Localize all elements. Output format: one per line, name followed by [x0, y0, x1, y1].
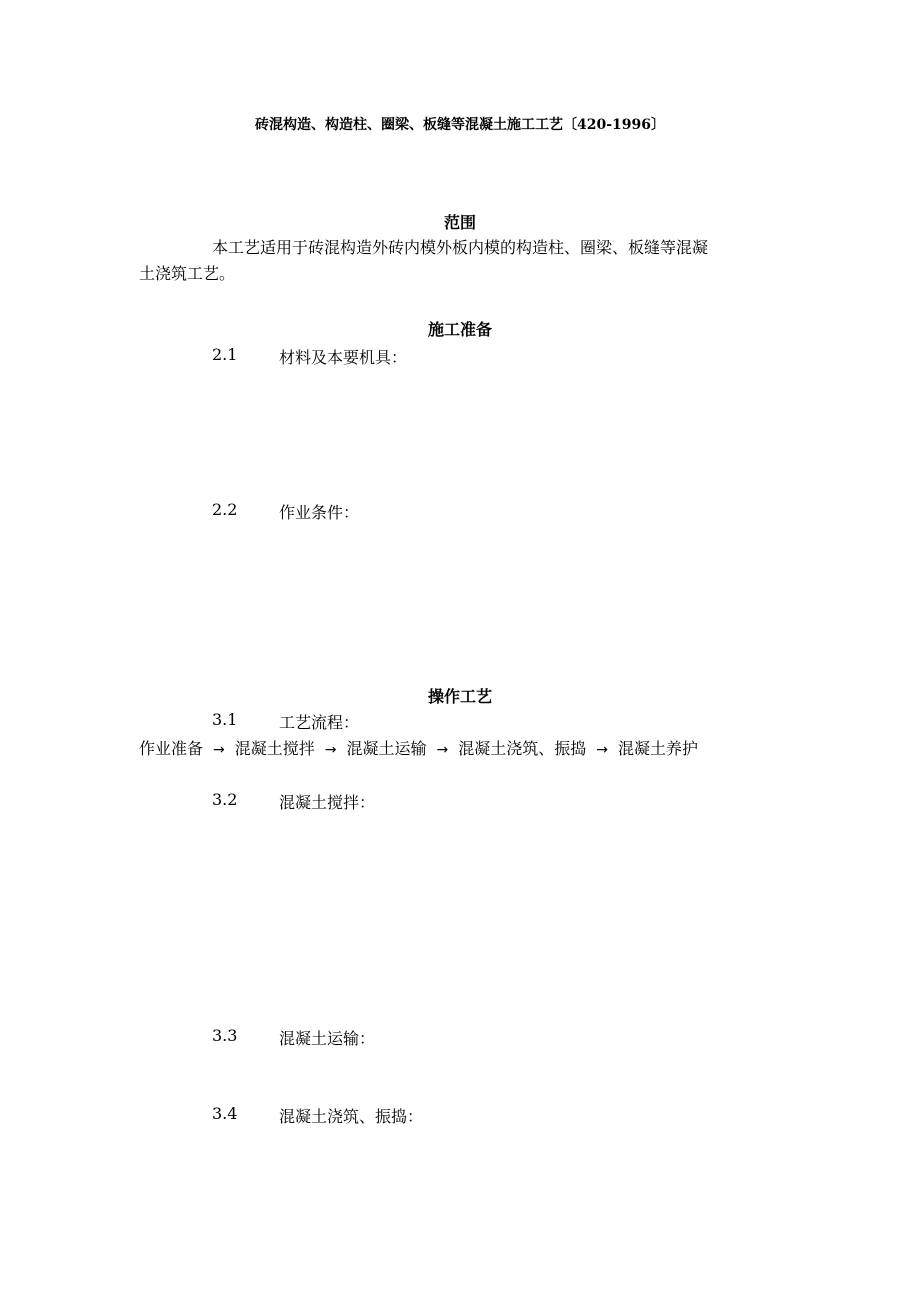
item-label-materials: 材料及本要机具：	[279, 348, 408, 367]
section-heading-operations: 操作工艺	[427, 687, 492, 706]
section-heading-scope: 范围	[443, 213, 476, 232]
item-number-3-2: 3.2	[212, 790, 238, 809]
flow-step: 作业准备	[139, 739, 204, 758]
item-label-work-conditions: 作业条件：	[279, 503, 360, 522]
flow-arrow: →	[213, 742, 225, 758]
flow-step: 混凝土运输	[346, 739, 427, 758]
item-label-pouring: 混凝土浇筑、振捣：	[279, 1107, 424, 1126]
flow-step: 混凝土养护	[618, 739, 699, 758]
item-number-3-3: 3.3	[212, 1026, 238, 1045]
scope-paragraph-line2: 土浇筑工艺。	[139, 264, 236, 283]
flow-step: 混凝土浇筑、振捣	[458, 739, 587, 758]
item-label-process-flow: 工艺流程：	[279, 713, 360, 732]
item-number-2-1: 2.1	[212, 345, 238, 364]
section-heading-prep: 施工准备	[427, 320, 492, 339]
process-flow	[139, 736, 698, 759]
flow-arrow: →	[596, 742, 608, 758]
item-number-3-4: 3.4	[212, 1104, 238, 1123]
item-number-3-1: 3.1	[212, 710, 238, 729]
scope-paragraph-line1: 本工艺适用于砖混构造外砖内模外板内模的构造柱、圈梁、板缝等混凝	[212, 238, 709, 257]
document-title: 砖混构造、构造柱、圈梁、板缝等混凝土施工工艺〔420-1996〕	[255, 117, 665, 133]
flow-step: 混凝土搅拌	[234, 739, 315, 758]
item-number-2-2: 2.2	[212, 500, 238, 519]
item-label-transport: 混凝土运输：	[279, 1029, 376, 1048]
flow-arrow: →	[436, 742, 449, 758]
item-label-mixing: 混凝土搅拌：	[279, 793, 376, 812]
flow-arrow: →	[324, 742, 337, 758]
